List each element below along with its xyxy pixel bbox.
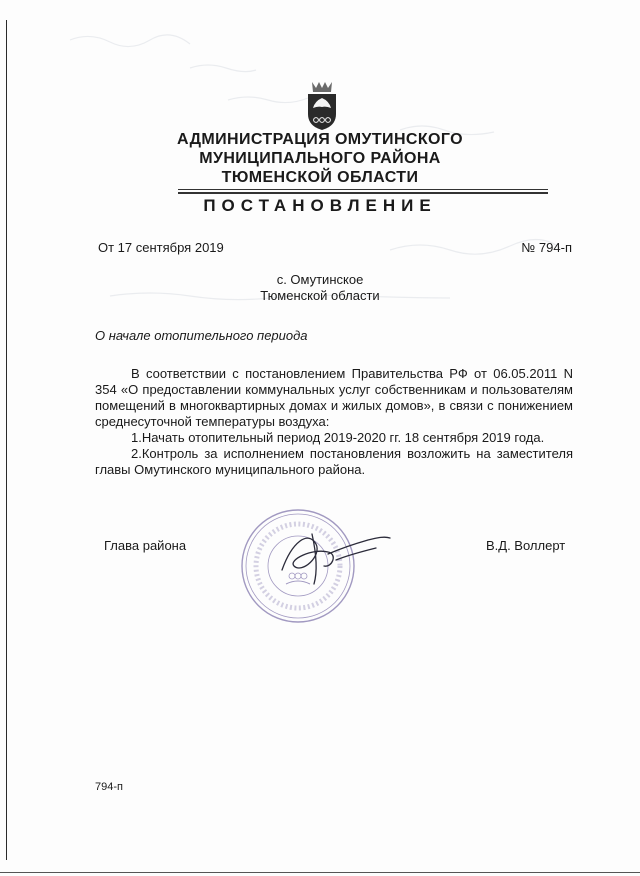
issuer-name: [0, 130, 640, 187]
signatory-name: В.Д. Воллерт: [486, 538, 566, 553]
document-date: От 17 сентября 2019: [98, 240, 224, 255]
document-number: № 794-п: [521, 240, 572, 255]
handwritten-signature: [272, 522, 392, 592]
coat-of-arms-icon: [304, 76, 340, 130]
place-village: с. Омутинское: [276, 272, 364, 287]
document-subject: О начале отопительного периода: [95, 328, 308, 343]
body-paragraph: В соответствии с постановлением Правительства РФ от 06.05.2011 N 354 «О предоставлении коммунальных услуг собственникам и пользователям помещений в многоквартирных домах и жилых домов», в связи с понижением среднесуточной температуры воздуха:: [95, 366, 573, 429]
place-region: Тюменской области: [260, 288, 380, 303]
issuer-line: АДМИНИСТРАЦИЯ ОМУТИНСКОГО: [177, 131, 463, 148]
header-rule: [178, 189, 548, 190]
signatory-title: Глава района: [104, 538, 187, 553]
document-type: ПОСТАНОВЛЕНИЕ: [203, 196, 437, 215]
body-paragraph: 1.Начать отопительный период 2019-2020 гг. 18 сентября 2019 года.: [131, 430, 545, 445]
body-paragraph: 2.Контроль за исполнением постановления возложить на заместителя главы Омутинского муниципального района.: [95, 446, 573, 477]
footer-number: 794-п: [95, 781, 123, 793]
issuer-line: МУНИЦИПАЛЬНОГО РАЙОНА: [199, 150, 441, 167]
header-rule: [178, 192, 548, 194]
scan-edge-bottom: [0, 872, 640, 873]
issuer-line: ТЮМЕНСКОЙ ОБЛАСТИ: [221, 169, 419, 186]
document-body: [95, 366, 573, 478]
